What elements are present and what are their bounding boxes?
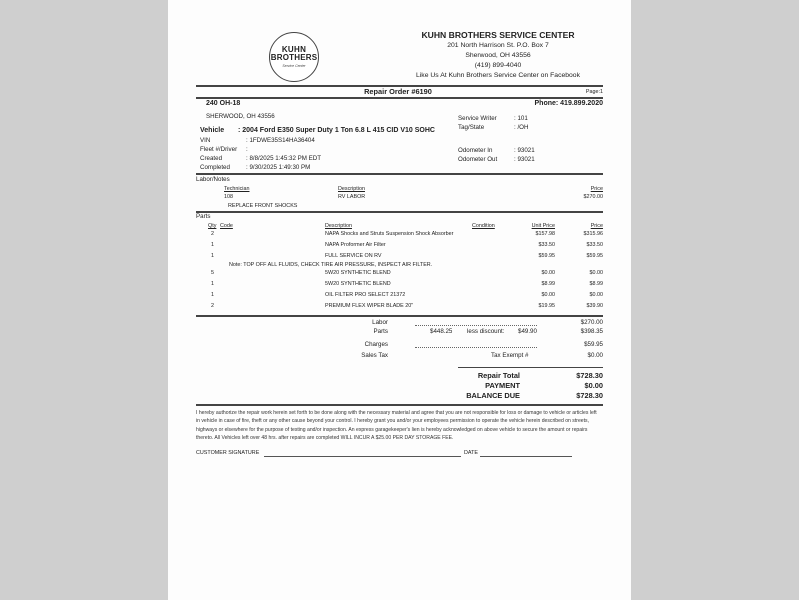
labor-technician: 108 (224, 194, 233, 200)
parts-header-qty: Qty (208, 223, 217, 229)
part-price: $0.00 (589, 292, 603, 298)
logo-text-brothers: BROTHERS (270, 53, 318, 62)
company-address-line2: Sherwood, OH 43556 (465, 52, 531, 59)
company-logo (269, 32, 319, 82)
odometer-in-label: Odometer In (458, 147, 493, 154)
parts-note: Note: TOP OFF ALL FLUIDS, CHECK TIRE AIR PRESSURE, INSPECT AIR FILTER. (229, 262, 433, 268)
parts-header-code: Code (220, 223, 233, 229)
vehicle-value: : 2004 Ford E350 Super Duty 1 Ton 6.8 L 415 CID V10 SOHC (238, 127, 435, 134)
part-unit-price: $0.00 (541, 292, 555, 298)
part-unit-price: $59.95 (538, 253, 555, 259)
totals-divider (458, 367, 603, 368)
labor-section-label: Labor/Notes (196, 176, 230, 183)
tag-state-label: Tag/State (458, 124, 485, 131)
summary-sales-tax-label: Sales Tax (361, 352, 388, 359)
labor-header-technician: Technician (224, 186, 250, 192)
odometer-out-label: Odometer Out (458, 156, 498, 163)
repair-order-document (168, 0, 631, 600)
customer-signature-label: CUSTOMER SIGNATURE (196, 450, 260, 456)
vin-label: VIN (200, 137, 211, 144)
summary-labor-label: Labor (372, 319, 388, 326)
company-name: KUHN BROTHERS SERVICE CENTER (421, 30, 575, 40)
part-price: $59.95 (586, 253, 603, 259)
odometer-in-value: : 93021 (514, 147, 535, 154)
summary-tax-exempt-label: Tax Exempt # (491, 352, 529, 359)
company-facebook: Like Us At Kuhn Brothers Service Center on Facebook (416, 72, 580, 79)
vehicle-divider (196, 173, 603, 175)
completed-label: Completed (200, 164, 230, 171)
payment-label: PAYMENT (485, 381, 520, 390)
summary-labor-dots (415, 325, 537, 326)
part-unit-price: $19.95 (538, 303, 555, 309)
payment-value: $0.00 (584, 381, 603, 390)
part-description: 5W20 SYNTHETIC BLEND (325, 270, 391, 276)
header-divider-bottom (196, 97, 603, 99)
labor-header-price: Price (590, 186, 603, 192)
fleet-value: : (246, 146, 248, 153)
summary-parts-label: Parts (373, 328, 388, 335)
customer-signature-line[interactable] (264, 456, 461, 457)
part-description: 5W20 SYNTHETIC BLEND (325, 281, 391, 287)
part-price: $33.50 (586, 242, 603, 248)
part-unit-price: $0.00 (541, 270, 555, 276)
logo-text-kuhn: KUHN (281, 45, 307, 54)
parts-divider (196, 315, 603, 317)
page-number: Page:1 (585, 89, 603, 95)
parts-section-label: Parts (196, 213, 211, 220)
labor-description: RV LABOR (338, 194, 366, 200)
created-value: : 8/8/2025 1:45:32 PM EDT (246, 155, 321, 162)
part-description: FULL SERVICE ON RV (325, 253, 382, 259)
part-qty: 1 (211, 242, 214, 248)
service-writer-value: : 101 (514, 115, 528, 122)
summary-labor-value: $270.00 (580, 319, 603, 326)
part-qty: 1 (211, 281, 214, 287)
customer-address2: SHERWOOD, OH 43556 (206, 113, 275, 120)
company-phone: (419) 899-4040 (474, 62, 522, 69)
repair-order-title: Repair Order #6190 (364, 87, 432, 96)
parts-header-price: Price (590, 223, 603, 229)
created-label: Created (200, 155, 223, 162)
summary-divider (196, 404, 603, 406)
part-qty: 5 (211, 270, 214, 276)
summary-charges-label: Charges (364, 341, 388, 348)
labor-divider (196, 211, 603, 213)
summary-tax-value: $0.00 (587, 352, 603, 359)
part-price: $0.00 (589, 270, 603, 276)
parts-header-condition: Condition (472, 223, 495, 229)
part-description: NAPA Shocks and Struts Suspension Shock Absorber (325, 231, 454, 237)
parts-header-description: Description (325, 223, 352, 229)
customer-address1: 240 OH-18 (206, 100, 241, 107)
part-description: PREMIUM FLEX WIPER BLADE 20" (325, 303, 414, 309)
labor-header-description: Description (338, 186, 365, 192)
summary-discount-value: $49.90 (518, 328, 537, 335)
company-address-line1: 201 North Harrison St. P.O. Box 7 (447, 42, 549, 49)
part-qty: 1 (211, 292, 214, 298)
repair-total-label: Repair Total (477, 371, 520, 380)
part-description: NAPA Proformer Air Filter (325, 242, 386, 248)
labor-note: REPLACE FRONT SHOCKS (228, 203, 298, 209)
vehicle-label: Vehicle (200, 127, 225, 134)
part-qty: 2 (211, 303, 214, 309)
part-unit-price: $8.99 (541, 281, 555, 287)
date-label: DATE (464, 450, 478, 456)
tag-state-value: : /OH (514, 124, 529, 131)
service-writer-label: Service Writer (458, 115, 497, 122)
part-price: $8.99 (589, 281, 603, 287)
parts-header-unit-price: Unit Price (531, 223, 555, 229)
date-line[interactable] (480, 456, 572, 457)
summary-discount-label: less discount: (467, 328, 505, 335)
labor-price: $270.00 (583, 194, 603, 200)
part-price: $315.96 (583, 231, 603, 237)
part-price: $39.90 (586, 303, 603, 309)
summary-parts-value: $398.35 (580, 328, 603, 335)
customer-phone: Phone: 419.899.2020 (534, 100, 603, 107)
balance-due-value: $728.30 (576, 391, 603, 400)
fleet-label: Fleet #/Driver (200, 146, 238, 153)
repair-total-value: $728.30 (576, 371, 603, 380)
summary-parts-gross: $448.25 (430, 328, 453, 335)
part-unit-price: $33.50 (538, 242, 555, 248)
completed-value: : 9/30/2025 1:49:30 PM (246, 164, 311, 171)
summary-charges-value: $59.95 (584, 341, 603, 348)
odometer-out-value: : 93021 (514, 156, 535, 163)
logo-text-service-center: Service Center (282, 64, 306, 68)
authorization-text: I hereby authorize the repair work herein set forth to be done along with the necessary material and agree that you are not responsible for loss or damage to vehicle or articles left in vehicle in case of fire, theft or any other cause beyond your control. I hereby grant you and/or your employees permission to operate the vehicle herein described on streets, highways or elsewhere for the purpose of testing and/or inspection. An express garagekeeper's lien is hereby acknowledged on above vehicle to secure the amount or repairs thereto. All Vehicles left over 48 hrs. after repairs are completed WILL INCUR A $25.00 PER DAY STORAGE FEE. (196, 410, 597, 441)
part-qty: 1 (211, 253, 214, 259)
summary-charges-dots (415, 347, 537, 348)
part-description: OIL FILTER PRO SELECT 21372 (325, 292, 406, 298)
part-qty: 2 (211, 231, 214, 237)
vin-value: : 1FDWE35S14HA36404 (246, 137, 315, 144)
balance-due-label: BALANCE DUE (466, 391, 520, 400)
part-unit-price: $157.98 (535, 231, 555, 237)
